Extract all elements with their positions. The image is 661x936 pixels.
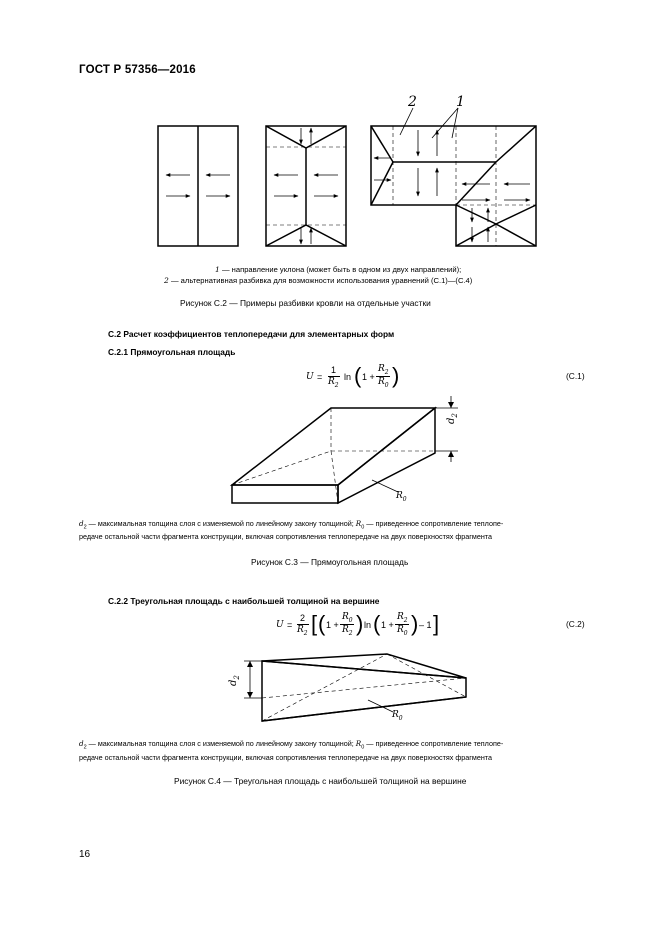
eq-c1-u: U [306,372,314,382]
eq-c1-ln: ln [344,372,352,382]
eq-c1-one-plus: 1 + [362,372,375,382]
eq-c1-frac-den: $R_0$ [378,377,389,389]
fig-c3-r0-label: $R_0$ [396,491,407,503]
legend-1-text: — направление уклона (может быть в одном из двух направлений); [221,265,462,274]
callout-2: 2 [408,94,417,110]
figure-c2-caption: Рисунок С.2 — Примеры разбивки кровли на отдельные участки [180,298,431,308]
section-c21-heading: С.2.1 Прямоугольная площадь [108,347,236,357]
eq-c2-frac1-num: $R_0$ [342,612,353,624]
eq-c2-frac1-den: $R_2$ [342,625,353,637]
eq-c2-frac2-den: $R_0$ [397,625,408,637]
eq-c1-open-paren: ( [354,363,362,388]
eq-c2-frac2-num: $R_2$ [397,612,408,624]
legend-1-number: 1 [215,265,220,274]
callout-1: 1 [456,94,465,110]
eq-c2-left-bracket: [ [311,611,318,636]
eq-c2-number: (С.2) [566,619,585,629]
section-c2-heading: С.2 Расчет коэффициентов теплопередачи для элементарных форм [108,329,395,339]
eq-c2-right-paren: ) [356,611,364,636]
eq-c2-right-bracket: ] [433,611,440,636]
eq-c2-denominator: $R_2$ [297,625,308,637]
eq-c2-numerator: 2 [300,613,306,623]
fig-c4-r0-label: $R_0$ [392,710,403,722]
figure-c3-caption: Рисунок С.3 — Прямоугольная площадь [251,557,409,567]
eq-c1-close-paren: ) [392,363,400,388]
figure-c4-caption: Рисунок С.4 — Треугольная площадь с наибольшей толщиной на вершине [174,776,467,786]
eq-c1-equals: = [317,372,323,382]
eq-c2-u: U [276,620,284,630]
fig-c4-desc-line-1: $d_2$ — максимальная толщина слоя с изменяемой по линейному закону толщиной; $R_0$ — приведенное сопротивление теплопе- [79,739,504,751]
eq-c2-equals: = [287,620,293,630]
eq-c2-left-paren-2: ( [373,611,381,636]
eq-c2-ln: ln [364,620,372,630]
fig-c3-desc-line-2: редаче остальной части фрагмента конструкции, включая сопротивления теплопередаче на двух поверхностях фрагмента [79,532,492,541]
eq-c1-number: (С.1) [566,371,585,381]
eq-c1-numerator: 1 [331,365,337,375]
eq-c2-left-paren: ( [318,611,326,636]
eq-c2-one-plus-1: 1 + [326,620,339,630]
page-number: 16 [79,849,91,860]
fig-c4-d2-label: $d_2$ [228,675,241,686]
fig-c4-desc-line-2: редаче остальной части фрагмента конструкции, включая сопротивления теплопередаче на двух поверхностях фрагмента [79,753,492,762]
legend-2-text: — альтернативная разбивка для возможности использования уравнений (С.1)—(С.4) [170,276,473,285]
eq-c1-denominator: $R_2$ [328,377,339,389]
eq-c2-one-plus-2: 1 + [381,620,394,630]
fig-c3-desc-line-1: $d_2$ — максимальная толщина слоя с изменяемой по линейному закону толщиной; $R_0$ — приведенное сопротивление теплопе- [79,519,504,531]
fig-c3-d2-label: $d_2$ [446,413,459,424]
section-c22-heading: С.2.2 Треугольная площадь с наибольшей толщиной на вершине [108,596,380,606]
document-header: ГОСТ Р 57356—2016 [79,64,196,76]
legend-2-number: 2 [164,276,169,285]
eq-c2-minus-one: – 1 [419,620,432,630]
eq-c2-right-paren-2: ) [411,611,419,636]
eq-c1-frac-num: $R_2$ [378,364,389,376]
